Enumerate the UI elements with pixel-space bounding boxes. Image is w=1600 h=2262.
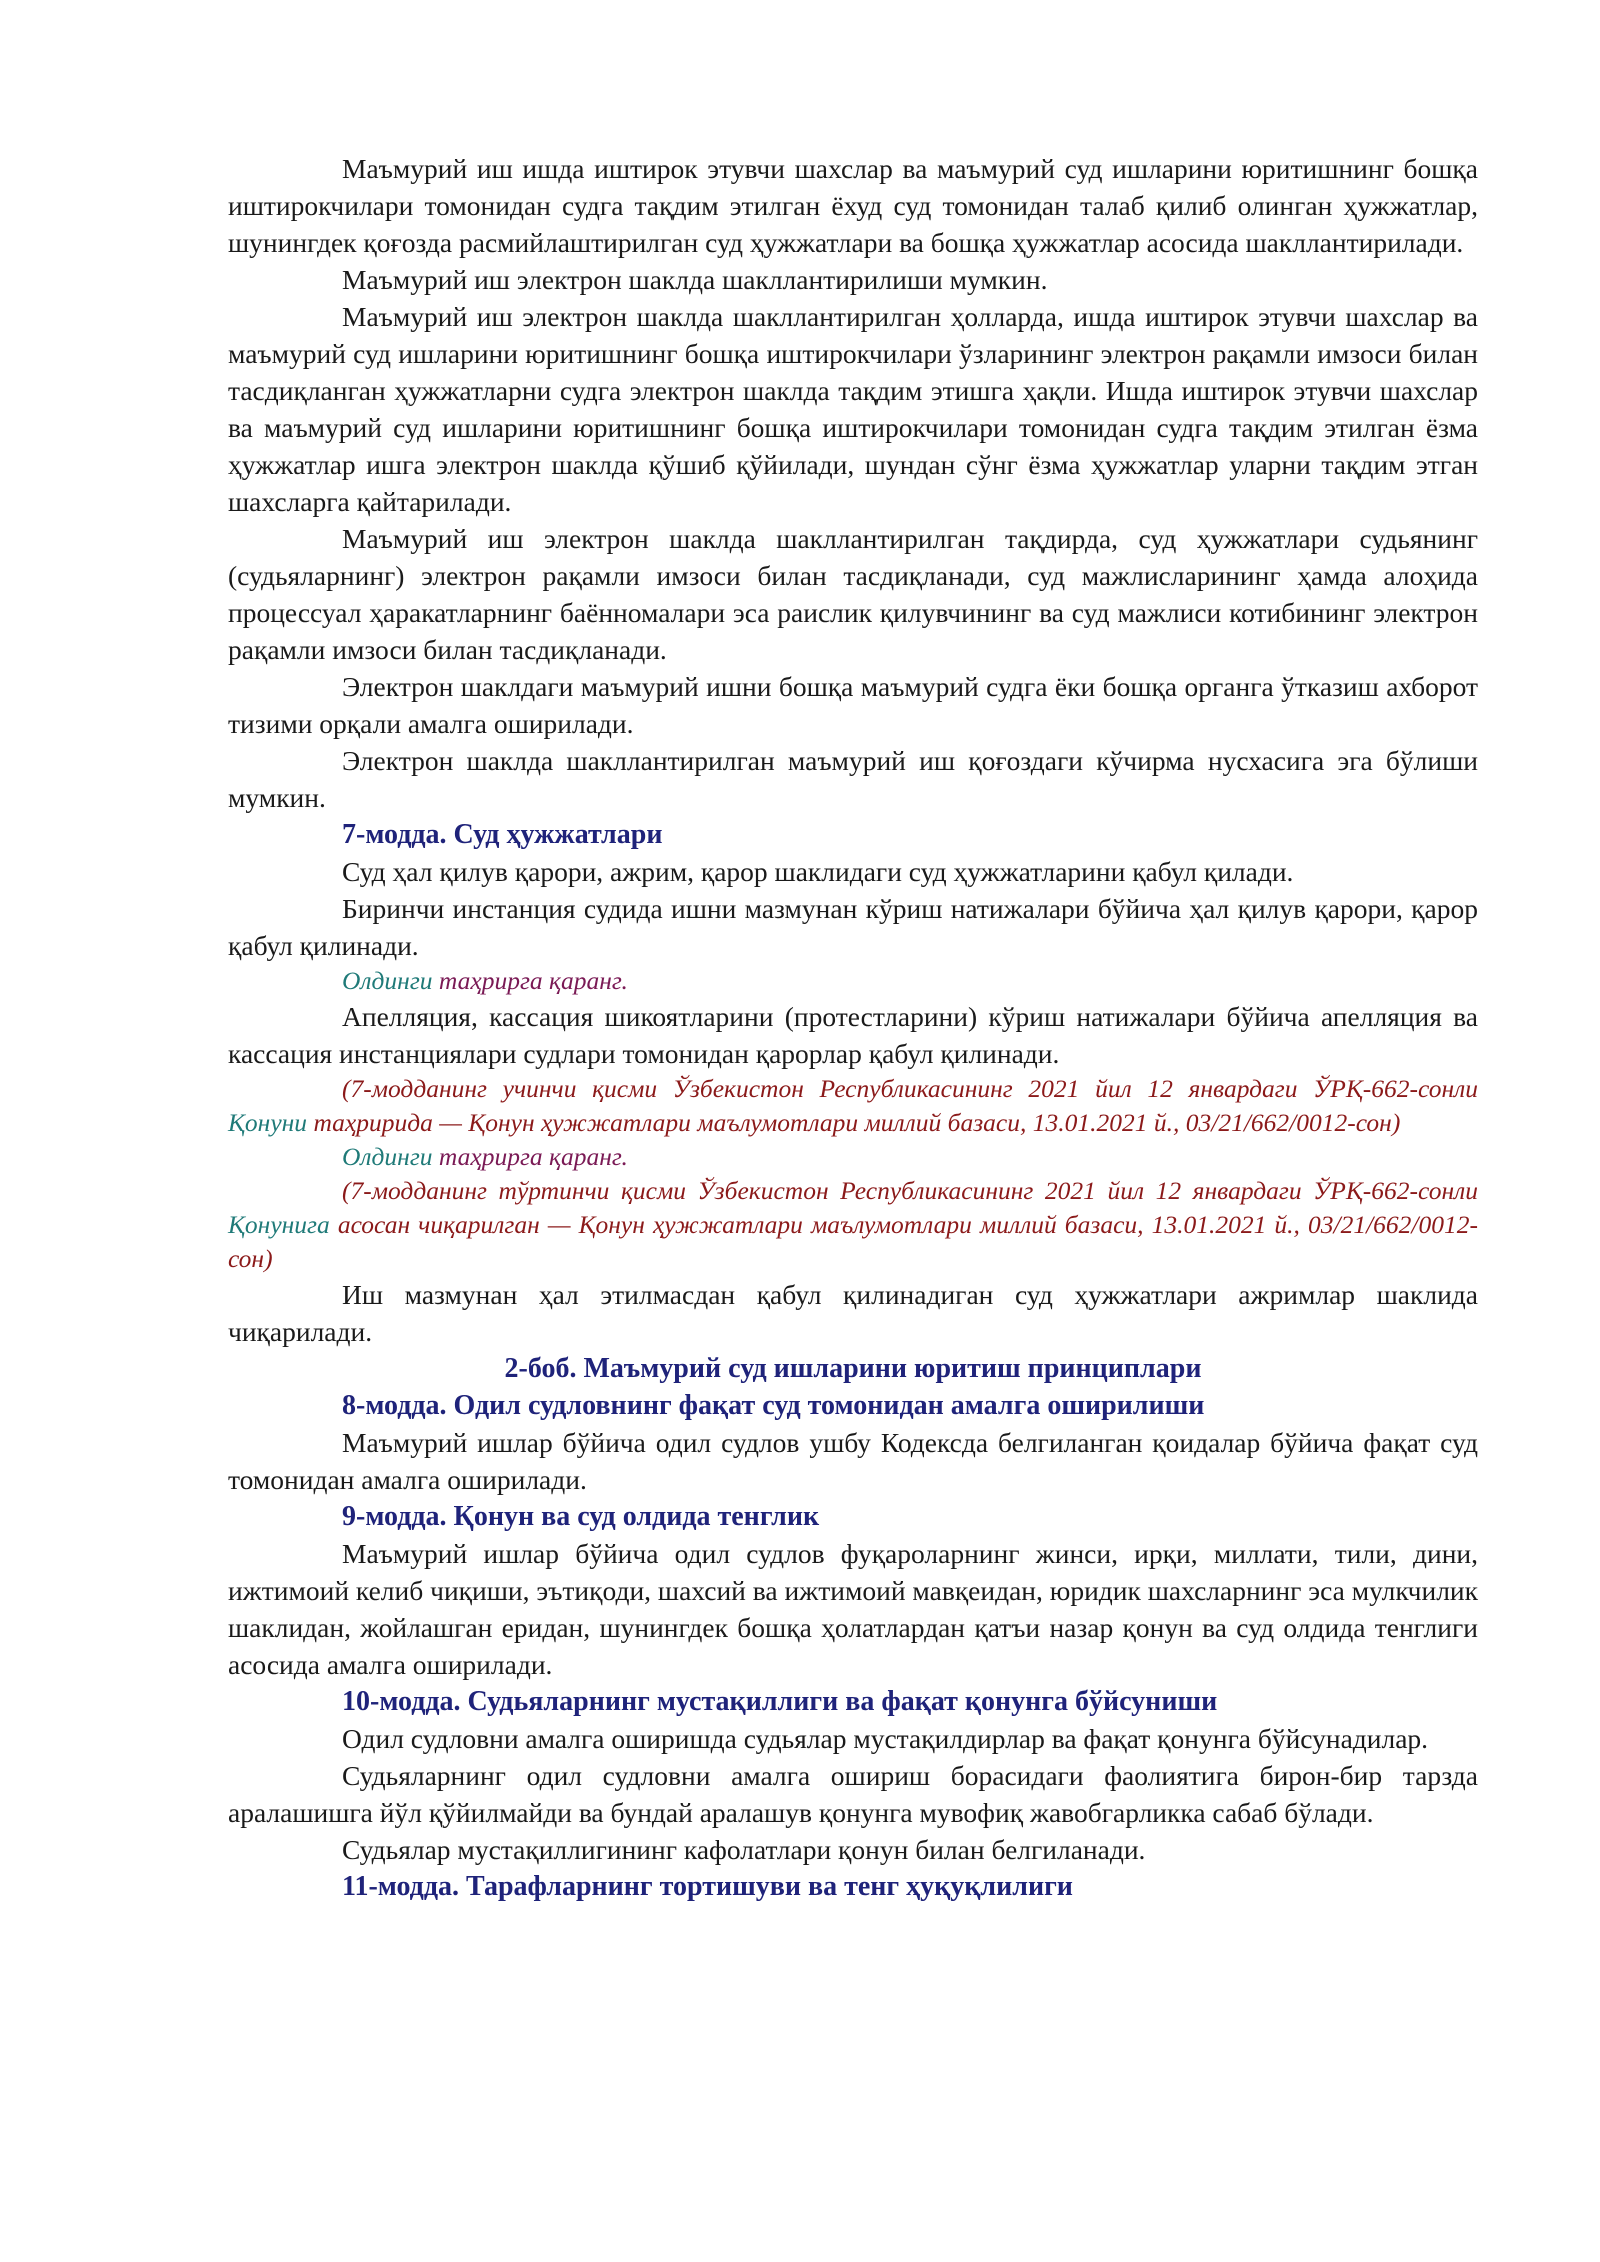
paragraph: Маъмурий ишлар бўйича одил судлов ушбу Кодексда белгиланган қоидалар бўйича фақат суд томонидан амалга оширилади. — [228, 1427, 1478, 1495]
paragraph: Электрон шаклда шакллантирилган маъмурий иш қоғоздаги кўчирма нусхасига эга бўлиши мумкин. — [228, 745, 1478, 813]
amendment-note — [228, 1174, 1478, 1276]
paragraph: Маъмурий иш электрон шаклда шакллантирилган ҳолларда, ишда иштирок этувчи шахслар ва маъмурий суд ишларини юритишнинг бошқа иштирокчилари ўзларининг электрон рақамли имзоси билан тасдиқланган ҳужжатларни судга электрон шаклда тақдим этишга ҳақли. Ишда иштирок этувчи шахслар ва маъмурий суд ишларини юритишнинг бошқа иштирокчилари томонидан судга тақдим этилган ёзма ҳужжатлар ишга электрон шаклда қўшиб қўйилади, шундан сўнг ёзма ҳужжатлар уларни тақдим этган шахсларга қайтарилади. — [228, 301, 1478, 517]
paragraph: Иш мазмунан ҳал этилмасдан қабул қилинадиган суд ҳужжатлари ажримлар шаклида чиқарилади. — [228, 1279, 1478, 1347]
paragraph: Электрон шаклдаги маъмурий ишни бошқа маъмурий судга ёки бошқа органга ўтказиш ахборот тизими орқали амалга оширилади. — [228, 671, 1478, 739]
previous-edition-text: таҳрирга қаранг. — [438, 1142, 628, 1171]
paragraph: Маъмурий иш электрон шаклда шакллантирилган тақдирда, суд ҳужжатлари судьянинг (судьяларнинг) электрон рақамли имзоси билан тасдиқланади, суд мажлисларининг ҳамда алоҳида процессуал ҳаракатларнинг баённомалари эса раислик қилувчининг ва суд мажлиси котибининг электрон рақамли имзоси билан тасдиқланади. — [228, 523, 1478, 665]
article-7-heading: 7-модда. Суд ҳужжатлари — [342, 819, 663, 850]
paragraph: Суд ҳал қилув қарори, ажрим, қарор шаклидаги суд ҳужжатларини қабул қилади. — [342, 856, 1294, 887]
article-10-heading: 10-модда. Судьяларнинг мустақиллиги ва фақат қонунга бўйсуниши — [342, 1686, 1218, 1717]
paragraph: Маъмурий иш ишда иштирок этувчи шахслар ва маъмурий суд ишларини юритишнинг бошқа иштирокчилари томонидан судга тақдим этилган ёхуд суд томонидан талаб қилиб олинган ҳужжатлар, шунингдек қоғозда расмийлаштирилган суд ҳужжатлари ва бошқа ҳужжатлар асосида шакллантирилади. — [228, 153, 1478, 258]
amendment-note — [228, 1072, 1478, 1140]
law-link[interactable]: Қонунига — [228, 1210, 330, 1239]
previous-edition-note — [228, 1140, 1478, 1174]
paragraph: Апелляция, кассация шикоятларини (протестларини) кўриш натижалари бўйича апелляция ва кассация инстанциялари судлари томонидан қарорлар қабул қилинади. — [228, 1001, 1478, 1069]
article-9-heading: 9-модда. Қонун ва суд олдида тенглик — [342, 1501, 820, 1532]
paragraph: Маъмурий ишлар бўйича одил судлов фуқароларнинг жинси, ирқи, миллати, тили, дини, ижтимоий келиб чиқиши, эътиқоди, шахсий ва ижтимоий мавқеидан, юридик шахсларнинг эса мулкчилик шаклидан, жойлашган еридан, шунингдек бошқа ҳолатлардан қатъи назар қонун ва суд олдида тенглиги асосида амалга оширилади. — [228, 1538, 1478, 1680]
amendment-note-text: (7-модданинг тўртинчи қисми Ўзбекистон Республикасининг 2021 йил 12 январдаги ЎРҚ-662-сонли — [342, 1176, 1478, 1205]
article-8-heading: 8-модда. Одил судловнинг фақат суд томонидан амалга оширилиши — [342, 1390, 1205, 1421]
previous-edition-link[interactable]: Олдинги — [342, 966, 433, 995]
previous-edition-text: таҳрирга қаранг. — [438, 966, 628, 995]
previous-edition-note — [228, 964, 1478, 998]
article-11-heading: 11-модда. Тарафларнинг тортишуви ва тенг ҳуқуқлилиги — [342, 1871, 1073, 1902]
amendment-note-text: (7-модданинг учинчи қисми Ўзбекистон Республикасининг 2021 йил 12 январдаги ЎРҚ-662-сонли — [342, 1074, 1478, 1103]
previous-edition-link[interactable]: Олдинги — [342, 1142, 433, 1171]
paragraph: Биринчи инстанция судида ишни мазмунан кўриш натижалари бўйича ҳал қилув қарори, қарор қабул қилинади. — [228, 893, 1478, 961]
amendment-note-text: таҳририда — Қонун ҳужжатлари маълумотлари миллий базаси, 13.01.2021 й., 03/21/662/0012-сон) — [313, 1108, 1401, 1137]
amendment-note-text: асосан чиқарилган — Қонун ҳужжатлари маълумотлари миллий базаси, 13.01.2021 й., 03/21/662/0012-сон) — [228, 1210, 1479, 1273]
paragraph: Судьяларнинг одил судловни амалга ошириш борасидаги фаолиятига бирон-бир тарзда аралашишга йўл қўйилмайди ва бундай аралашув қонунга мувофиқ жавобгарликка сабаб бўлади. — [228, 1760, 1478, 1828]
paragraph: Одил судловни амалга оширишда судьялар мустақилдирлар ва фақат қонунга бўйсунадилар. — [342, 1723, 1429, 1754]
chapter-2-heading: 2-боб. Маъмурий суд ишларини юритиш принциплари — [504, 1353, 1202, 1384]
paragraph: Судьялар мустақиллигининг кафолатлари қонун билан белгиланади. — [342, 1834, 1146, 1865]
paragraph: Маъмурий иш электрон шаклда шакллантирилиши мумкин. — [342, 264, 1048, 295]
law-link[interactable]: Қонуни — [228, 1108, 308, 1137]
